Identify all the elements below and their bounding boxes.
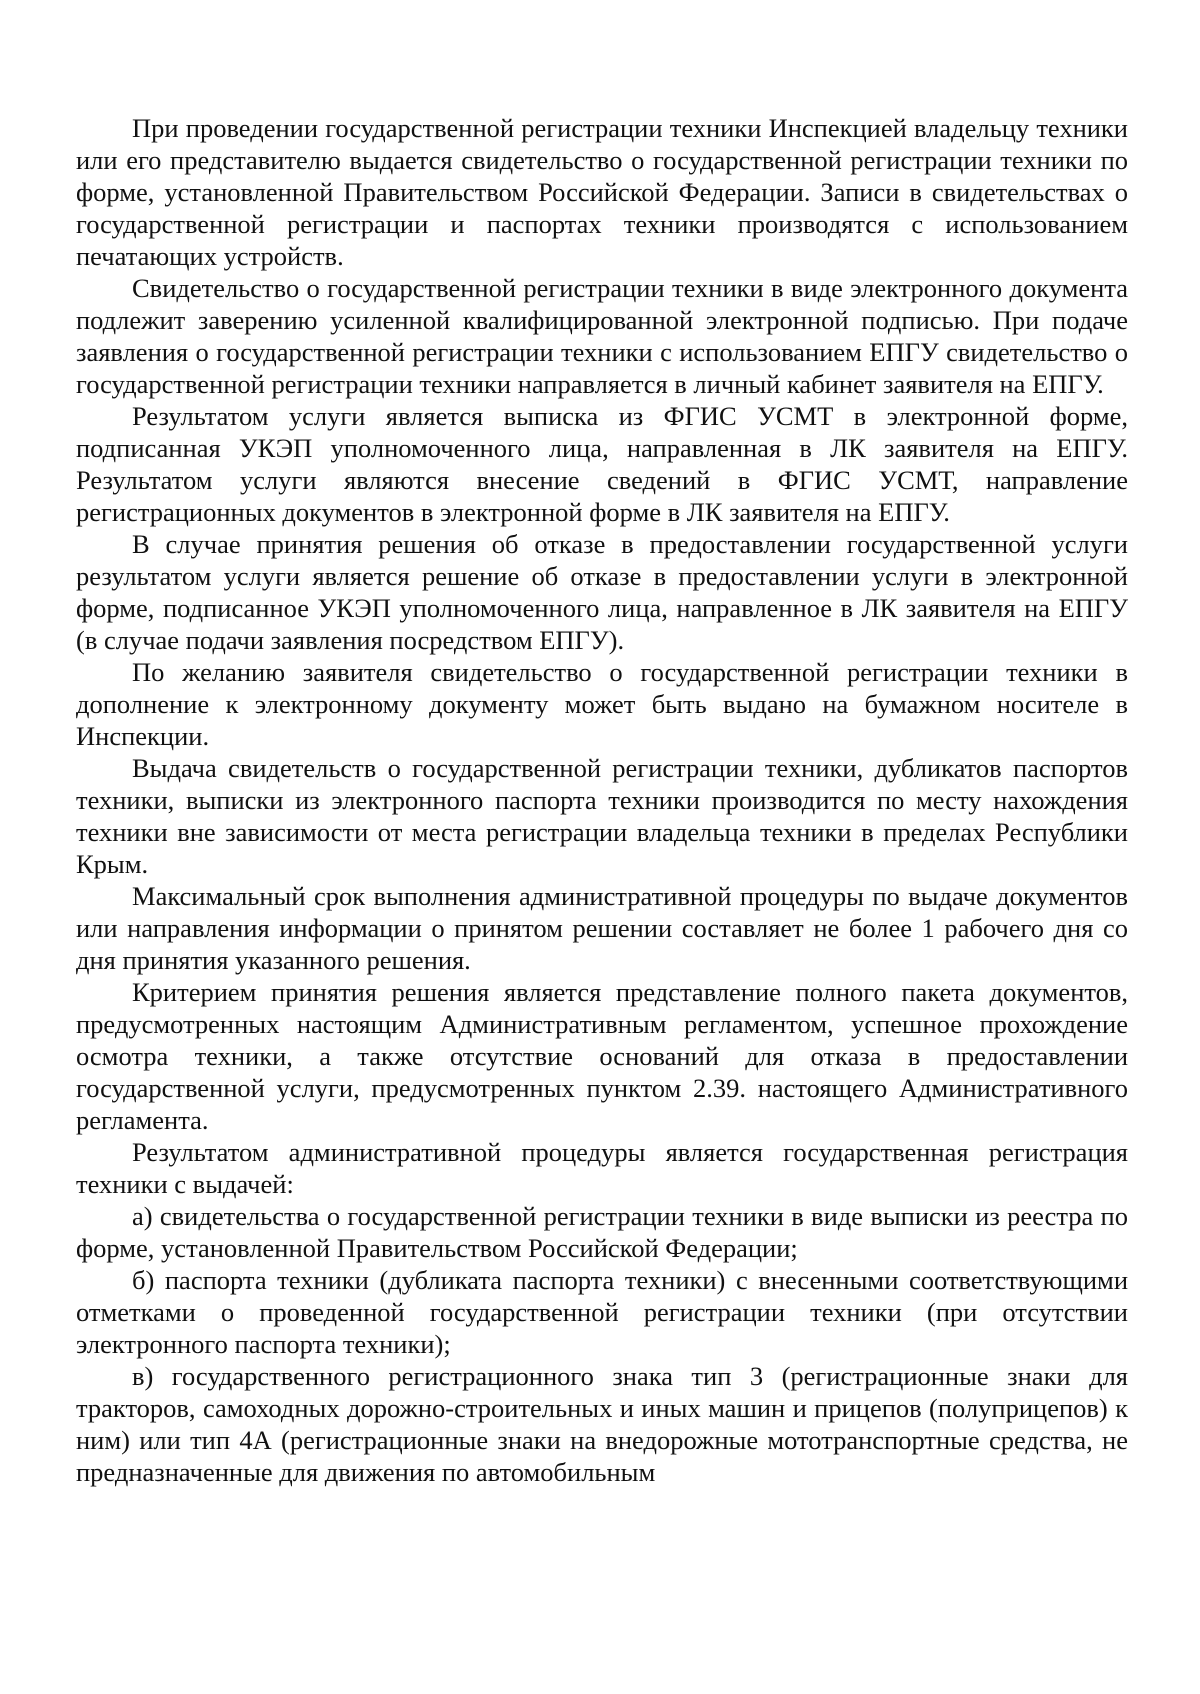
document-page: [76, 112, 1128, 1488]
paragraph-procedure-result: Результатом административной процедуры является государственная регистрация техники с выдачей:: [76, 1137, 1128, 1199]
paragraph-service-result: Результатом услуги является выписка из ФГИС УСМТ в электронной форме, подписанная УКЭП уполномоченного лица, направленная в ЛК заявителя на ЕПГУ. Результатом услуги являются внесение сведений в ФГИС УСМТ, направление регистрационных документов в электронной форме в ЛК заявителя на ЕПГУ.: [76, 401, 1128, 527]
paragraph-certificate-issuance: При проведении государственной регистрации техники Инспекцией владельцу техники или его представителю выдается свидетельство о государственной регистрации техники по форме, установленной Правительством Российской Федерации. Записи в свидетельствах о государственной регистрации и паспортах техники производятся с использованием печатающих устройств.: [76, 113, 1128, 271]
paragraph-issuance-location: Выдача свидетельств о государственной регистрации техники, дубликатов паспортов техники, выписки из электронного паспорта техники производится по месту нахождения техники вне зависимости от места регистрации владельца техники в пределах Республики Крым.: [76, 753, 1128, 879]
list-item-v: в) государственного регистрационного знака тип 3 (регистрационные знаки для тракторов, самоходных дорожно-строительных и иных машин и прицепов (полуприцепов) к ним) или тип 4А (регистрационные знаки на внедорожные мототранспортные средства, не предназначенные для движения по автомобильным: [76, 1361, 1128, 1487]
paragraph-paper-copy: По желанию заявителя свидетельство о государственной регистрации техники в дополнение к электронному документу может быть выдано на бумажном носителе в Инспекции.: [76, 657, 1128, 751]
list-item-b: б) паспорта техники (дубликата паспорта техники) с внесенными соответствующими отметками о проведенной государственной регистрации техники (при отсутствии электронного паспорта техники);: [76, 1265, 1128, 1359]
paragraph-decision-criterion: Критерием принятия решения является представление полного пакета документов, предусмотренных настоящим Административным регламентом, успешное прохождение осмотра техники, а также отсутствие оснований для отказа в предоставлении государственной услуги, предусмотренных пунктом 2.39. настоящего Административного регламента.: [76, 977, 1128, 1135]
paragraph-refusal-decision: В случае принятия решения об отказе в предоставлении государственной услуги результатом услуги является решение об отказе в предоставлении услуги в электронной форме, подписанное УКЭП уполномоченного лица, направленное в ЛК заявителя на ЕПГУ (в случае подачи заявления посредством ЕПГУ).: [76, 529, 1128, 655]
paragraph-electronic-certificate: Свидетельство о государственной регистрации техники в виде электронного документа подлежит заверению усиленной квалифицированной электронной подписью. При подаче заявления о государственной регистрации техники с использованием ЕПГУ свидетельство о государственной регистрации техники направляется в личный кабинет заявителя на ЕПГУ.: [76, 273, 1128, 399]
paragraph-max-term: Максимальный срок выполнения административной процедуры по выдаче документов или направления информации о принятом решении составляет не более 1 рабочего дня со дня принятия указанного решения.: [76, 881, 1128, 975]
list-item-a: а) свидетельства о государственной регистрации техники в виде выписки из реестра по форме, установленной Правительством Российской Федерации;: [76, 1201, 1128, 1263]
